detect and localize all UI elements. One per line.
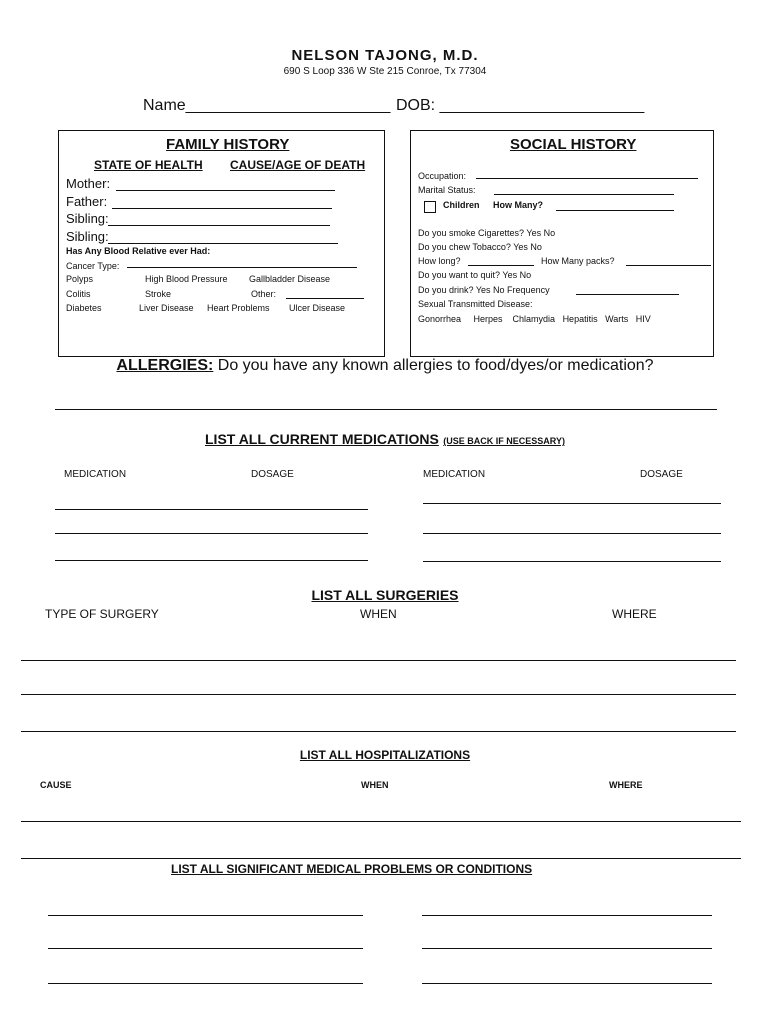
condition-high-blood-pressure[interactable]: High Blood Pressure xyxy=(145,274,228,284)
hospitalization-line-2[interactable] xyxy=(21,858,741,859)
social-history-title: SOCIAL HISTORY xyxy=(510,136,637,153)
family-history-title: FAMILY HISTORY xyxy=(166,136,290,153)
medications-title: LIST ALL CURRENT MEDICATIONS xyxy=(205,431,439,447)
medication-line-right-1[interactable] xyxy=(423,503,721,504)
condition-gallbladder-disease[interactable]: Gallbladder Disease xyxy=(249,274,331,284)
smoke-question[interactable]: Do you smoke Cigarettes? Yes No xyxy=(418,228,556,238)
cancer-type-line[interactable] xyxy=(127,267,357,268)
condition-line-left-3[interactable] xyxy=(48,983,363,984)
medication-col-1: MEDICATION xyxy=(64,469,127,480)
state-of-health-header: STATE OF HEALTH xyxy=(94,158,203,172)
surgery-when-col: WHEN xyxy=(360,607,397,621)
clinic-address: 690 S Loop 336 W Ste 215 Conroe, Tx 77304 xyxy=(283,66,487,77)
family-member-sibling2-label: Sibling: xyxy=(66,229,109,244)
dosage-col-1: DOSAGE xyxy=(251,469,294,480)
std-label: Sexual Transmitted Disease: xyxy=(418,299,533,309)
medications-note: (USE BACK IF NECESSARY) xyxy=(443,436,565,446)
surgery-type-col: TYPE OF SURGERY xyxy=(45,607,159,621)
medication-line-right-3[interactable] xyxy=(423,561,721,562)
allergies-label: ALLERGIES: xyxy=(116,357,214,374)
family-member-mother-label: Mother: xyxy=(66,176,111,191)
hospitalization-cause-col: CAUSE xyxy=(40,780,72,790)
condition-colitis[interactable]: Colitis xyxy=(66,289,91,299)
drink-question[interactable]: Do you drink? Yes No Frequency xyxy=(418,285,550,295)
chew-question[interactable]: Do you chew Tobacco? Yes No xyxy=(418,242,542,252)
how-many-packs-line[interactable] xyxy=(626,265,711,266)
family-member-sibling1-line[interactable] xyxy=(108,225,330,226)
condition-other[interactable]: Other: xyxy=(251,289,277,299)
blood-relative-heading: Has Any Blood Relative ever Had: xyxy=(66,246,211,256)
allergies-question xyxy=(0,357,770,375)
surgeries-title: LIST ALL SURGERIES xyxy=(311,587,459,603)
cancer-type-label: Cancer Type: xyxy=(66,261,120,271)
family-member-father-label: Father: xyxy=(66,194,108,209)
medication-line-right-2[interactable] xyxy=(423,533,721,534)
medication-line-left-3[interactable] xyxy=(55,560,368,561)
name-field[interactable]: Name_______________________ xyxy=(143,97,391,114)
hospitalization-line-1[interactable] xyxy=(21,821,741,822)
conditions-title: LIST ALL SIGNIFICANT MEDICAL PROBLEMS OR CONDITIONS xyxy=(171,862,533,876)
condition-heart-problems[interactable]: Heart Problems xyxy=(207,303,270,313)
quit-question[interactable]: Do you want to quit? Yes No xyxy=(418,270,532,280)
condition-line-left-1[interactable] xyxy=(48,915,363,916)
allergies-text: Do you have any known allergies to food/dyes/or medication? xyxy=(213,357,654,374)
surgery-where-col: WHERE xyxy=(612,607,657,621)
occupation-label: Occupation: xyxy=(418,171,467,181)
family-member-mother-line[interactable] xyxy=(116,190,335,191)
condition-liver-disease[interactable]: Liver Disease xyxy=(139,303,194,313)
condition-line-left-2[interactable] xyxy=(48,948,363,949)
surgery-line-3[interactable] xyxy=(21,731,736,732)
condition-ulcer-disease[interactable]: Ulcer Disease xyxy=(289,303,346,313)
condition-polyps[interactable]: Polyps xyxy=(66,274,94,284)
hospitalization-where-col: WHERE xyxy=(609,780,643,790)
cause-age-of-death-header: CAUSE/AGE OF DEATH xyxy=(230,158,366,172)
condition-other-line[interactable] xyxy=(286,298,364,299)
family-member-sibling1-label: Sibling: xyxy=(66,211,109,226)
marital-status-label: Marital Status: xyxy=(418,185,476,195)
doctor-name: NELSON TAJONG, M.D. xyxy=(291,47,479,64)
marital-status-line[interactable] xyxy=(494,194,674,195)
children-checkbox[interactable] xyxy=(424,201,436,213)
how-many-packs-label: How Many packs? xyxy=(541,256,615,266)
hospitalizations-title: LIST ALL HOSPITALIZATIONS xyxy=(299,748,471,762)
medication-line-left-1[interactable] xyxy=(55,509,368,510)
medication-col-2: MEDICATION xyxy=(423,469,486,480)
condition-diabetes[interactable]: Diabetes xyxy=(66,303,102,313)
std-options[interactable]: Gonorrhea Herpes Chlamydia Hepatitis Warts HIV xyxy=(418,314,651,324)
how-long-line[interactable] xyxy=(468,265,534,266)
how-many-line[interactable] xyxy=(556,210,674,211)
dosage-col-2: DOSAGE xyxy=(640,469,683,480)
medication-line-left-2[interactable] xyxy=(55,533,368,534)
condition-line-right-2[interactable] xyxy=(422,948,712,949)
occupation-line[interactable] xyxy=(476,178,698,179)
allergies-answer-line[interactable] xyxy=(55,409,717,410)
condition-stroke[interactable]: Stroke xyxy=(145,289,172,299)
surgery-line-1[interactable] xyxy=(21,660,736,661)
how-many-label: How Many? xyxy=(493,200,544,210)
condition-line-right-1[interactable] xyxy=(422,915,712,916)
how-long-label: How long? xyxy=(418,256,461,266)
family-member-sibling2-line[interactable] xyxy=(108,243,338,244)
children-label: Children xyxy=(443,200,480,210)
drink-frequency-line[interactable] xyxy=(576,294,679,295)
surgery-line-2[interactable] xyxy=(21,694,736,695)
hospitalization-when-col: WHEN xyxy=(361,780,389,790)
dob-field[interactable]: DOB: _______________________ xyxy=(396,97,645,114)
medications-heading xyxy=(0,431,770,449)
family-member-father-line[interactable] xyxy=(112,208,332,209)
condition-line-right-3[interactable] xyxy=(422,983,712,984)
